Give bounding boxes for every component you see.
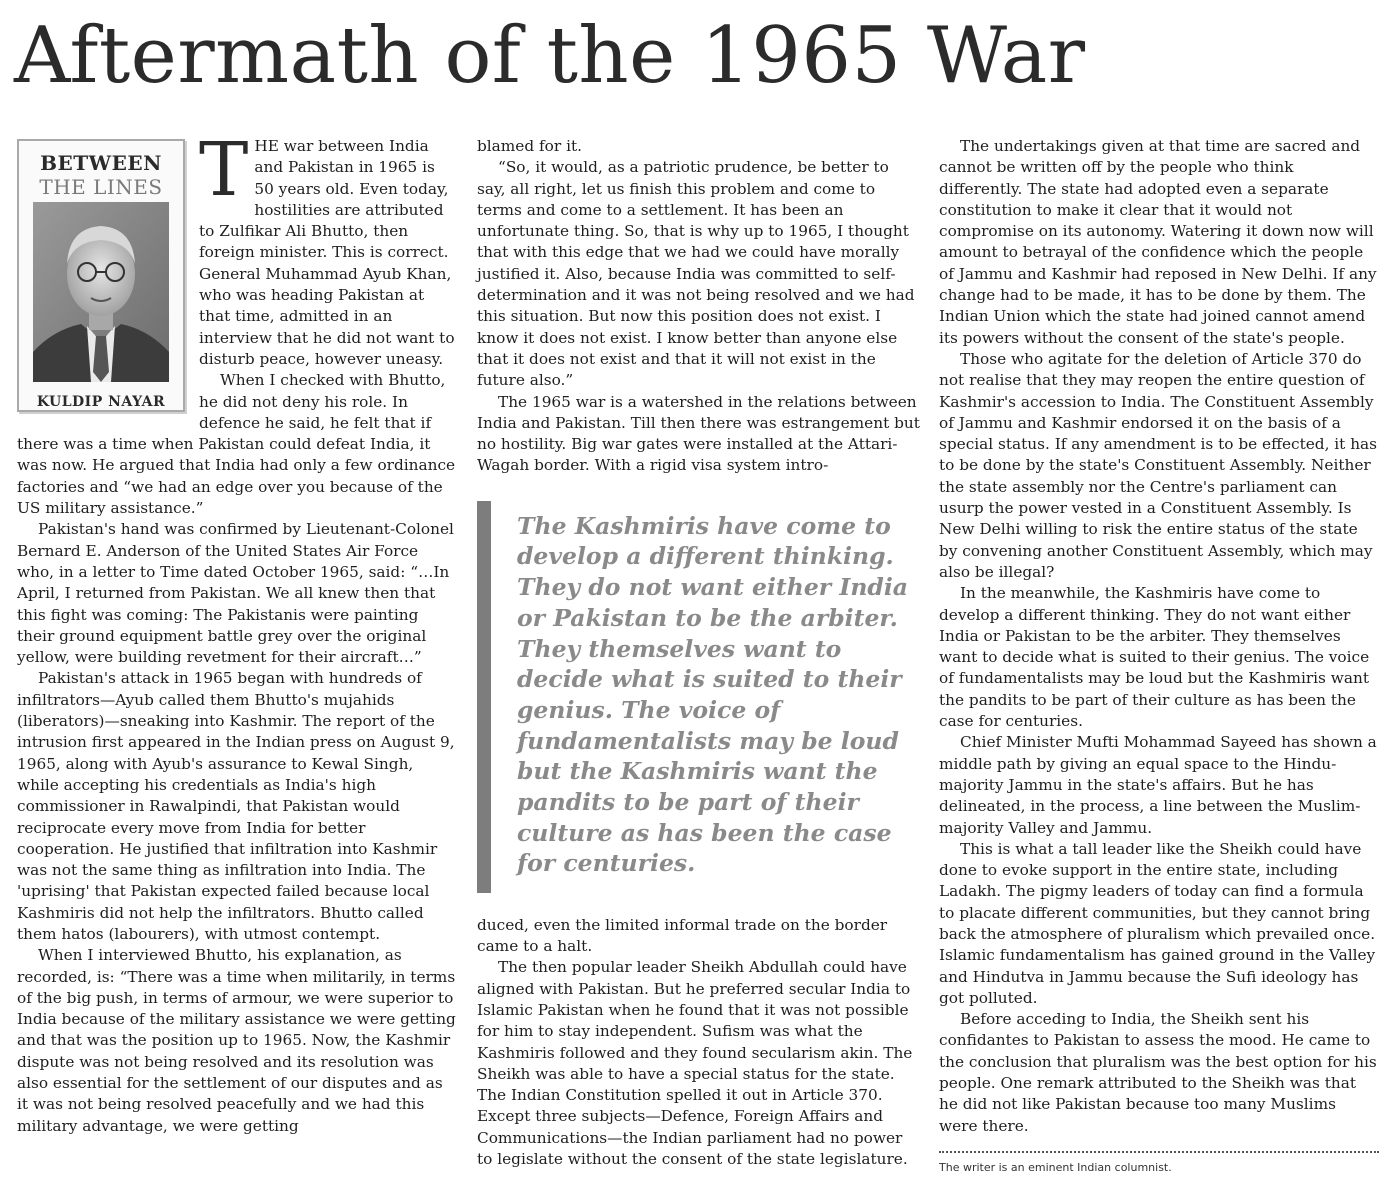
paragraph: blamed for it.: [477, 137, 582, 155]
paragraph: The undertakings given at that time are sacred and cannot be written off by the people who think differently. The state had adopted even a separate constitution to make it clear that it would not compromise on its autonomy. Watering it down now will amount to betrayal of the confidence which the people of Jammu and Kashmir had reposed in New Delhi. If any change had to be made, it has to be done by them. The Indian Union which the state had joined cannot amend its powers without the consent of the state's people.: [939, 137, 1377, 347]
paragraph: Pakistan's hand was confirmed by Lieutenant-Colonel Bernard E. Anderson of the United States Air Force who, in a letter to Time dated October 1965, said: “…In April, I returned from Pakistan. We all knew then that this fight was coming: The Pakistanis were painting their ground equipment battle grey over the original yellow, were building revetment for their aircraft…”: [17, 520, 454, 667]
pull-quote-box: [477, 501, 922, 893]
paragraph: When I checked with Bhutto, he did not deny his role. In defence he said, he felt that if there was a time when Pakistan could defeat India, it was now. He argued that India had only a few ordinance factories and “we had an edge over you because of the US military assistance.”: [17, 371, 456, 518]
drop-cap: T: [199, 127, 249, 213]
paragraph: In the meanwhile, the Kashmiris have come to develop a different thinking. They do not want either India or Pakistan to be the arbiter. They themselves want to decide what is suited to their genius. The voice of fundamentalists may be loud but the Kashmiris want the pandits to be part of their culture as has been the case for centuries.: [939, 584, 1370, 731]
paragraph: HE war between India and Pakistan in 1965 is 50 years old. Even today, hostilities are attributed to Zulfikar Ali Bhutto, then foreign minister. This is correct. General Muhammad Ayub Khan, who was heading Pakistan at that time, admitted in an interview that he did not want to disturb peace, however uneasy.: [199, 137, 455, 368]
paragraph: Pakistan's attack in 1965 began with hundreds of infiltrators—Ayub called them Bhutto's mujahids (liberators)—sneaking into Kashmir. The report of the intrusion first appeared in the Indian press on August 9, 1965, along with Ayub's assurance to Kewal Singh, while accepting his credentials as India's high commissioner in Rawalpindi, that Pakistan would reciprocate every move from India for better cooperation. He justified that infiltration into Kashmir was not the same thing as infiltration into India. The 'uprising' that Pakistan expected failed because local Kashmiris did not help the infiltrators. Bhutto called them hatos (labourers), with utmost contempt.: [17, 669, 455, 943]
author-portrait: [33, 202, 169, 382]
author-name: KULDIP NAYAR: [36, 394, 166, 410]
paragraph: When I interviewed Bhutto, his explanation, as recorded, is: “There was a time when militarily, in terms of the big push, in terms of armour, we were superior to India because of the military assistance we were getting and that was the position up to 1965. Now, the Kashmir dispute was not being resolved and its resolution was also essential for the settlement of our disputes and as it was not being resolved peacefully and we had this military advantage, we were getting: [17, 946, 456, 1135]
article-column-3: [939, 136, 1379, 1178]
article-column-2: [477, 136, 922, 1170]
paragraph: The 1965 war is a watershed in the relations between India and Pakistan. Till then there was estrangement but no hostility. Big war gates were installed at the Attari-Wagah border. With a rigid visa system intro-: [477, 392, 920, 475]
paragraph: Chief Minister Mufti Mohammad Sayeed has shown a middle path by giving an equal space to the Hindu-majority Jammu in the state's affairs. But he has delineated, in the process, a line between the Muslim-majority Valley and Jammu.: [939, 733, 1377, 837]
paragraph: Those who agitate for the deletion of Article 370 do not realise that they may reopen the entire question of Kashmir's accession to India. The Constituent Assembly of Jammu and Kashmir endorsed it on the basis of a special status. If any amendment is to be effected, it has to be done by the state's Constituent Assembly. Neither the state assembly nor the Centre's parliament can usurp the power vested in a Constituent Assembly. Is New Delhi willing to risk the entire status of the state by convening another Constituent Assembly, which may also be illegal?: [939, 349, 1378, 581]
paragraph: Before acceding to India, the Sheikh sent his confidantes to Pakistan to assess the mood. He came to the conclusion that pluralism was the best option for his people. One remark attributed to the Sheikh was that he did not like Pakistan because too many Muslims were there.: [939, 1010, 1377, 1135]
headline: Aftermath of the 1965 War: [14, 11, 1086, 101]
column-kicker-bottom: THE LINES: [39, 175, 163, 199]
byline-box: [17, 139, 185, 412]
paragraph: “So, it would, as a patriotic prudence, be better to say, all right, let us finish this problem and come to terms and come to a settlement. It has been an unfortunate thing. So, that is why up to 1965, I thought that with this edge that we had we could have morally justified it. Also, because India was committed to self-determination and it was not being resolved and we had this situation. But now this position does not exist. I know it does not exist. I know better than anyone else that it does not exist and that it will not exist in the future also.”: [477, 158, 915, 390]
author-note: The writer is an eminent Indian columnist.: [939, 1160, 1172, 1174]
footer-divider: [939, 1151, 1379, 1153]
paragraph: This is what a tall leader like the Sheikh could have done to evoke support in the entire state, including Ladakh. The pigmy leaders of today can find a formula to placate different communities, but they cannot bring back the atmosphere of pluralism which prevailed once. Islamic fundamentalism has gained ground in the Valley and Hindutva in Jammu because the Sufi ideology has got polluted.: [939, 839, 1376, 1007]
paragraph: The then popular leader Sheikh Abdullah could have aligned with Pakistan. But he preferred secular India to Islamic Pakistan when he found that it was not possible for him to stay independent. Sufism was what the Kashmiris followed and they found secularism akin. The Sheikh was able to have a special status for the state. The Indian Constitution spelled it out in Article 370. Except three subjects—Defence, Foreign Affairs and Communications—the Indian parliament had no power to legislate without the consent of the state legislature.: [477, 958, 913, 1169]
column-kicker-top: BETWEEN: [40, 151, 162, 175]
paragraph: duced, even the limited informal trade on the border came to a halt.: [477, 915, 888, 956]
article-column-1: [17, 127, 457, 1137]
pull-quote: The Kashmiris have come to develop a different thinking. They do not want either India or Pakistan to be the arbiter. They themselves want to decide what is suited to their genius. The voice of fundamentalists may be loud but the Kashmiris want the pandits to be part of their culture as has been the case for centuries.: [517, 511, 909, 878]
